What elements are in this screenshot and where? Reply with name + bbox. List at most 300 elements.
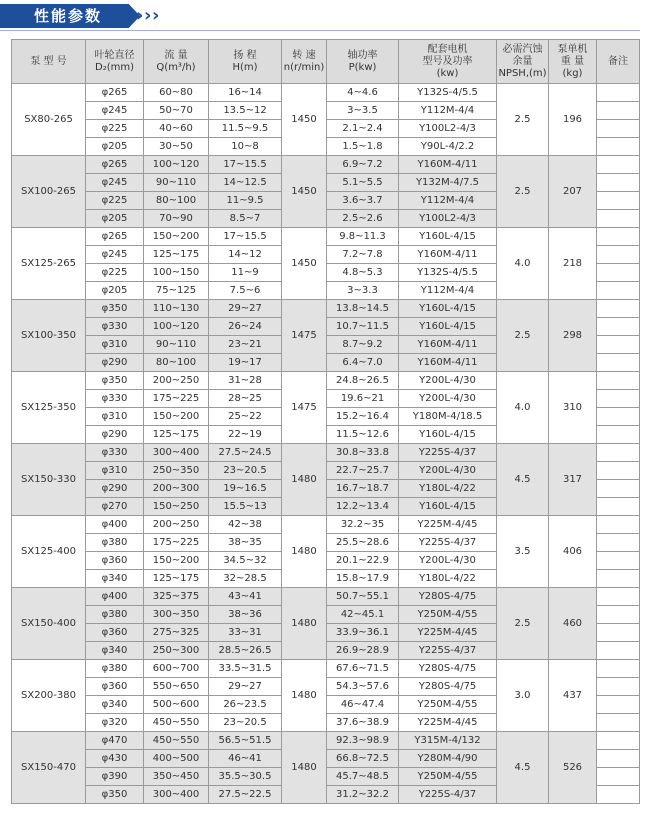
note-cell <box>597 372 640 390</box>
shaft-power-cell: 6.9~7.2 <box>327 156 399 174</box>
note-cell <box>597 552 640 570</box>
head-cell: 38~36 <box>209 606 282 624</box>
flow-cell: 75~125 <box>144 282 209 300</box>
impeller-diameter-cell: φ225 <box>86 120 144 138</box>
flow-cell: 60~80 <box>144 84 209 102</box>
head-cell: 28.5~26.5 <box>209 642 282 660</box>
note-cell <box>597 624 640 642</box>
head-cell: 35.5~30.5 <box>209 768 282 786</box>
flow-cell: 150~200 <box>144 408 209 426</box>
head-cell: 29~27 <box>209 300 282 318</box>
note-cell <box>597 246 640 264</box>
flow-cell: 450~550 <box>144 714 209 732</box>
speed-cell: 1475 <box>282 300 327 372</box>
shaft-power-cell: 26.9~28.9 <box>327 642 399 660</box>
note-cell <box>597 336 640 354</box>
table-row <box>12 732 640 750</box>
motor-cell: Y225S-4/37 <box>399 534 497 552</box>
npsh-cell: 3.5 <box>497 516 549 588</box>
shaft-power-cell: 2.1~2.4 <box>327 120 399 138</box>
impeller-diameter-cell: φ340 <box>86 570 144 588</box>
impeller-diameter-cell: φ290 <box>86 354 144 372</box>
flow-cell: 125~175 <box>144 426 209 444</box>
flow-cell: 175~225 <box>144 534 209 552</box>
motor-cell: Y225M-4/45 <box>399 516 497 534</box>
note-cell <box>597 192 640 210</box>
shaft-power-cell: 32.2~35 <box>327 516 399 534</box>
flow-cell: 150~200 <box>144 228 209 246</box>
weight-cell: 298 <box>549 300 597 372</box>
shaft-power-cell: 30.8~33.8 <box>327 444 399 462</box>
npsh-cell: 2.5 <box>497 84 549 156</box>
table-row <box>12 228 640 246</box>
motor-cell: Y132S-4/5.5 <box>399 84 497 102</box>
impeller-diameter-cell: φ430 <box>86 750 144 768</box>
note-cell <box>597 696 640 714</box>
motor-cell: Y250M-4/55 <box>399 696 497 714</box>
note-cell <box>597 786 640 804</box>
shaft-power-cell: 6.4~7.0 <box>327 354 399 372</box>
header-npsh: 必需汽蚀 余量 NPSH,(m) <box>497 40 549 84</box>
weight-cell: 437 <box>549 660 597 732</box>
table-row <box>12 156 640 174</box>
impeller-diameter-cell: φ265 <box>86 84 144 102</box>
table-row <box>12 588 640 606</box>
flow-cell: 50~70 <box>144 102 209 120</box>
flow-cell: 150~200 <box>144 552 209 570</box>
chevron-right-icon: › <box>144 5 152 26</box>
impeller-diameter-cell: φ360 <box>86 624 144 642</box>
motor-cell: Y200L-4/30 <box>399 552 497 570</box>
motor-cell: Y280M-4/90 <box>399 750 497 768</box>
head-cell: 25~22 <box>209 408 282 426</box>
pump-model-cell: SX125-265 <box>12 228 86 300</box>
shaft-power-cell: 22.7~25.7 <box>327 462 399 480</box>
shaft-power-cell: 45.7~48.5 <box>327 768 399 786</box>
pump-model-cell: SX100-265 <box>12 156 86 228</box>
motor-cell: Y112M-4/4 <box>399 102 497 120</box>
flow-cell: 350~450 <box>144 768 209 786</box>
flow-cell: 175~225 <box>144 390 209 408</box>
table-row <box>12 84 640 102</box>
head-cell: 29~27 <box>209 678 282 696</box>
head-cell: 8.5~7 <box>209 210 282 228</box>
motor-cell: Y200L-4/30 <box>399 390 497 408</box>
impeller-diameter-cell: φ350 <box>86 300 144 318</box>
shaft-power-cell: 46~47.4 <box>327 696 399 714</box>
impeller-diameter-cell: φ265 <box>86 228 144 246</box>
header-motor: 配套电机 型号及功率 (kw) <box>399 40 497 84</box>
flow-cell: 250~350 <box>144 462 209 480</box>
note-cell <box>597 84 640 102</box>
shaft-power-cell: 19.6~21 <box>327 390 399 408</box>
pump-model-cell: SX150-330 <box>12 444 86 516</box>
impeller-diameter-cell: φ265 <box>86 156 144 174</box>
head-cell: 19~17 <box>209 354 282 372</box>
flow-cell: 550~650 <box>144 678 209 696</box>
weight-cell: 317 <box>549 444 597 516</box>
motor-cell: Y280S-4/75 <box>399 588 497 606</box>
impeller-diameter-cell: φ310 <box>86 408 144 426</box>
pump-model-cell: SX150-400 <box>12 588 86 660</box>
motor-cell: Y250M-4/55 <box>399 606 497 624</box>
note-cell <box>597 480 640 498</box>
head-cell: 14~12 <box>209 246 282 264</box>
flow-cell: 110~130 <box>144 300 209 318</box>
header-head: 扬 程 H(m) <box>209 40 282 84</box>
flow-cell: 100~120 <box>144 156 209 174</box>
section-title: 性能参数 <box>34 7 103 25</box>
note-cell <box>597 516 640 534</box>
head-cell: 15.5~13 <box>209 498 282 516</box>
motor-cell: Y160M-4/11 <box>399 246 497 264</box>
head-cell: 27.5~22.5 <box>209 786 282 804</box>
motor-cell: Y250M-4/55 <box>399 768 497 786</box>
head-cell: 27.5~24.5 <box>209 444 282 462</box>
shaft-power-cell: 24.8~26.5 <box>327 372 399 390</box>
impeller-diameter-cell: φ290 <box>86 480 144 498</box>
impeller-diameter-cell: φ330 <box>86 444 144 462</box>
note-cell <box>597 390 640 408</box>
speed-cell: 1480 <box>282 444 327 516</box>
motor-cell: Y112M-4/4 <box>399 192 497 210</box>
note-cell <box>597 120 640 138</box>
speed-cell: 1480 <box>282 660 327 732</box>
impeller-diameter-cell: φ205 <box>86 138 144 156</box>
note-cell <box>597 714 640 732</box>
impeller-diameter-cell: φ320 <box>86 714 144 732</box>
shaft-power-cell: 33.9~36.1 <box>327 624 399 642</box>
pump-model-cell: SX125-400 <box>12 516 86 588</box>
motor-cell: Y200L-4/30 <box>399 462 497 480</box>
impeller-diameter-cell: φ205 <box>86 210 144 228</box>
shaft-power-cell: 15.2~16.4 <box>327 408 399 426</box>
head-cell: 10~8 <box>209 138 282 156</box>
note-cell <box>597 102 640 120</box>
note-cell <box>597 768 640 786</box>
npsh-cell: 4.0 <box>497 372 549 444</box>
weight-cell: 406 <box>549 516 597 588</box>
motor-cell: Y160L-4/15 <box>399 318 497 336</box>
head-cell: 17~15.5 <box>209 156 282 174</box>
note-cell <box>597 606 640 624</box>
table-body <box>12 84 640 804</box>
head-cell: 17~15.5 <box>209 228 282 246</box>
motor-cell: Y180L-4/22 <box>399 570 497 588</box>
motor-cell: Y100L2-4/3 <box>399 210 497 228</box>
impeller-diameter-cell: φ290 <box>86 426 144 444</box>
motor-cell: Y225S-4/37 <box>399 444 497 462</box>
shaft-power-cell: 4~4.6 <box>327 84 399 102</box>
motor-cell: Y280S-4/75 <box>399 660 497 678</box>
flow-cell: 70~90 <box>144 210 209 228</box>
section-title-bar <box>0 4 160 28</box>
motor-cell: Y90L-4/2.2 <box>399 138 497 156</box>
shaft-power-cell: 66.8~72.5 <box>327 750 399 768</box>
shaft-power-cell: 16.7~18.7 <box>327 480 399 498</box>
npsh-cell: 4.0 <box>497 228 549 300</box>
table-header-row <box>12 40 640 84</box>
flow-cell: 300~400 <box>144 444 209 462</box>
shaft-power-cell: 10.7~11.5 <box>327 318 399 336</box>
pump-model-cell: SX100-350 <box>12 300 86 372</box>
pump-model-cell: SX200-380 <box>12 660 86 732</box>
motor-cell: Y180L-4/22 <box>399 480 497 498</box>
shaft-power-cell: 42~45.1 <box>327 606 399 624</box>
npsh-cell: 3.0 <box>497 660 549 732</box>
speed-cell: 1450 <box>282 156 327 228</box>
chevron-right-icon: › <box>152 5 160 26</box>
head-cell: 23~21 <box>209 336 282 354</box>
npsh-cell: 4.5 <box>497 732 549 804</box>
head-cell: 11~9.5 <box>209 192 282 210</box>
impeller-diameter-cell: φ225 <box>86 264 144 282</box>
flow-cell: 80~100 <box>144 192 209 210</box>
note-cell <box>597 678 640 696</box>
head-cell: 34.5~32 <box>209 552 282 570</box>
note-cell <box>597 750 640 768</box>
head-cell: 11~9 <box>209 264 282 282</box>
note-cell <box>597 228 640 246</box>
motor-cell: Y160L-4/15 <box>399 498 497 516</box>
flow-cell: 125~175 <box>144 246 209 264</box>
impeller-diameter-cell: φ245 <box>86 174 144 192</box>
flow-cell: 90~110 <box>144 336 209 354</box>
note-cell <box>597 462 640 480</box>
header-flow: 流 量 Q(m³/h) <box>144 40 209 84</box>
impeller-diameter-cell: φ380 <box>86 660 144 678</box>
head-cell: 28~25 <box>209 390 282 408</box>
npsh-cell: 2.5 <box>497 588 549 660</box>
table-row <box>12 444 640 462</box>
impeller-diameter-cell: φ330 <box>86 390 144 408</box>
note-cell <box>597 732 640 750</box>
shaft-power-cell: 8.7~9.2 <box>327 336 399 354</box>
note-cell <box>597 210 640 228</box>
shaft-power-cell: 1.5~1.8 <box>327 138 399 156</box>
motor-cell: Y200L-4/30 <box>399 372 497 390</box>
head-cell: 11.5~9.5 <box>209 120 282 138</box>
shaft-power-cell: 15.8~17.9 <box>327 570 399 588</box>
shaft-power-cell: 4.8~5.3 <box>327 264 399 282</box>
impeller-diameter-cell: φ270 <box>86 498 144 516</box>
motor-cell: Y225M-4/45 <box>399 624 497 642</box>
header-power: 轴功率 P(kw) <box>327 40 399 84</box>
motor-cell: Y112M-4/4 <box>399 282 497 300</box>
table-row <box>12 516 640 534</box>
head-cell: 46~41 <box>209 750 282 768</box>
shaft-power-cell: 3~3.3 <box>327 282 399 300</box>
flow-cell: 150~250 <box>144 498 209 516</box>
head-cell: 26~23.5 <box>209 696 282 714</box>
flow-cell: 100~150 <box>144 264 209 282</box>
motor-cell: Y280S-4/75 <box>399 678 497 696</box>
weight-cell: 207 <box>549 156 597 228</box>
note-cell <box>597 498 640 516</box>
note-cell <box>597 444 640 462</box>
motor-cell: Y160L-4/15 <box>399 426 497 444</box>
flow-cell: 200~250 <box>144 372 209 390</box>
shaft-power-cell: 67.6~71.5 <box>327 660 399 678</box>
speed-cell: 1480 <box>282 732 327 804</box>
impeller-diameter-cell: φ350 <box>86 372 144 390</box>
impeller-diameter-cell: φ310 <box>86 336 144 354</box>
head-cell: 56.5~51.5 <box>209 732 282 750</box>
weight-cell: 196 <box>549 84 597 156</box>
motor-cell: Y160L-4/15 <box>399 300 497 318</box>
note-cell <box>597 534 640 552</box>
weight-cell: 218 <box>549 228 597 300</box>
note-cell <box>597 408 640 426</box>
shaft-power-cell: 54.3~57.6 <box>327 678 399 696</box>
table-row <box>12 372 640 390</box>
speed-cell: 1480 <box>282 516 327 588</box>
impeller-diameter-cell: φ380 <box>86 534 144 552</box>
head-cell: 31~28 <box>209 372 282 390</box>
impeller-diameter-cell: φ360 <box>86 552 144 570</box>
motor-cell: Y225S-4/37 <box>399 786 497 804</box>
table-row <box>12 300 640 318</box>
weight-cell: 460 <box>549 588 597 660</box>
shaft-power-cell: 20.1~22.9 <box>327 552 399 570</box>
motor-cell: Y132S-4/5.5 <box>399 264 497 282</box>
shaft-power-cell: 13.8~14.5 <box>327 300 399 318</box>
impeller-diameter-cell: φ340 <box>86 642 144 660</box>
flow-cell: 200~300 <box>144 480 209 498</box>
head-cell: 33.5~31.5 <box>209 660 282 678</box>
flow-cell: 300~350 <box>144 606 209 624</box>
performance-table <box>11 39 640 804</box>
impeller-diameter-cell: φ360 <box>86 678 144 696</box>
chevron-right-icon: › <box>136 5 144 26</box>
head-cell: 23~20.5 <box>209 462 282 480</box>
motor-cell: Y225M-4/45 <box>399 714 497 732</box>
flow-cell: 125~175 <box>144 570 209 588</box>
shaft-power-cell: 31.2~32.2 <box>327 786 399 804</box>
note-cell <box>597 264 640 282</box>
header-impeller: 叶轮直径 D₂(mm) <box>86 40 144 84</box>
impeller-diameter-cell: φ310 <box>86 462 144 480</box>
note-cell <box>597 570 640 588</box>
motor-cell: Y160L-4/15 <box>399 228 497 246</box>
speed-cell: 1450 <box>282 228 327 300</box>
shaft-power-cell: 3.6~3.7 <box>327 192 399 210</box>
note-cell <box>597 174 640 192</box>
head-cell: 19~16.5 <box>209 480 282 498</box>
flow-cell: 450~550 <box>144 732 209 750</box>
shaft-power-cell: 9.8~11.3 <box>327 228 399 246</box>
shaft-power-cell: 92.3~98.9 <box>327 732 399 750</box>
shaft-power-cell: 50.7~55.1 <box>327 588 399 606</box>
flow-cell: 300~400 <box>144 786 209 804</box>
note-cell <box>597 426 640 444</box>
shaft-power-cell: 5.1~5.5 <box>327 174 399 192</box>
speed-cell: 1475 <box>282 372 327 444</box>
pump-model-cell: SX80-265 <box>12 84 86 156</box>
impeller-diameter-cell: φ245 <box>86 102 144 120</box>
head-cell: 13.5~12 <box>209 102 282 120</box>
header-weight: 泵单机 重 量 (kg) <box>549 40 597 84</box>
impeller-diameter-cell: φ205 <box>86 282 144 300</box>
motor-cell: Y100L2-4/3 <box>399 120 497 138</box>
header-model: 泵 型 号 <box>12 40 86 84</box>
head-cell: 33~31 <box>209 624 282 642</box>
note-cell <box>597 354 640 372</box>
motor-cell: Y160M-4/11 <box>399 156 497 174</box>
npsh-cell: 2.5 <box>497 156 549 228</box>
npsh-cell: 4.5 <box>497 444 549 516</box>
shaft-power-cell: 25.5~28.6 <box>327 534 399 552</box>
flow-cell: 200~250 <box>144 516 209 534</box>
impeller-diameter-cell: φ400 <box>86 588 144 606</box>
table-row <box>12 660 640 678</box>
impeller-diameter-cell: φ400 <box>86 516 144 534</box>
shaft-power-cell: 3~3.5 <box>327 102 399 120</box>
flow-cell: 400~500 <box>144 750 209 768</box>
motor-cell: Y180M-4/18.5 <box>399 408 497 426</box>
shaft-power-cell: 11.5~12.6 <box>327 426 399 444</box>
head-cell: 14~12.5 <box>209 174 282 192</box>
flow-cell: 90~110 <box>144 174 209 192</box>
flow-cell: 275~325 <box>144 624 209 642</box>
speed-cell: 1450 <box>282 84 327 156</box>
note-cell <box>597 156 640 174</box>
npsh-cell: 2.5 <box>497 300 549 372</box>
impeller-diameter-cell: φ380 <box>86 606 144 624</box>
head-cell: 16~14 <box>209 84 282 102</box>
motor-cell: Y225S-4/37 <box>399 642 497 660</box>
impeller-diameter-cell: φ390 <box>86 768 144 786</box>
motor-cell: Y315M-4/132 <box>399 732 497 750</box>
title-divider <box>0 30 640 31</box>
flow-cell: 80~100 <box>144 354 209 372</box>
note-cell <box>597 282 640 300</box>
note-cell <box>597 588 640 606</box>
flow-cell: 250~300 <box>144 642 209 660</box>
pump-model-cell: SX125-350 <box>12 372 86 444</box>
impeller-diameter-cell: φ225 <box>86 192 144 210</box>
head-cell: 42~38 <box>209 516 282 534</box>
head-cell: 43~41 <box>209 588 282 606</box>
impeller-diameter-cell: φ350 <box>86 786 144 804</box>
header-note: 备注 <box>597 40 640 84</box>
shaft-power-cell: 7.2~7.8 <box>327 246 399 264</box>
head-cell: 32~28.5 <box>209 570 282 588</box>
note-cell <box>597 660 640 678</box>
head-cell: 38~35 <box>209 534 282 552</box>
flow-cell: 325~375 <box>144 588 209 606</box>
flow-cell: 100~120 <box>144 318 209 336</box>
note-cell <box>597 138 640 156</box>
head-cell: 26~24 <box>209 318 282 336</box>
flow-cell: 30~50 <box>144 138 209 156</box>
impeller-diameter-cell: φ470 <box>86 732 144 750</box>
pump-model-cell: SX150-470 <box>12 732 86 804</box>
motor-cell: Y132M-4/7.5 <box>399 174 497 192</box>
motor-cell: Y160M-4/11 <box>399 354 497 372</box>
head-cell: 23~20.5 <box>209 714 282 732</box>
weight-cell: 310 <box>549 372 597 444</box>
head-cell: 22~19 <box>209 426 282 444</box>
shaft-power-cell: 12.2~13.4 <box>327 498 399 516</box>
header-speed: 转 速 n(r/min) <box>282 40 327 84</box>
impeller-diameter-cell: φ330 <box>86 318 144 336</box>
note-cell <box>597 300 640 318</box>
speed-cell: 1480 <box>282 588 327 660</box>
flow-cell: 600~700 <box>144 660 209 678</box>
flow-cell: 500~600 <box>144 696 209 714</box>
head-cell: 7.5~6 <box>209 282 282 300</box>
